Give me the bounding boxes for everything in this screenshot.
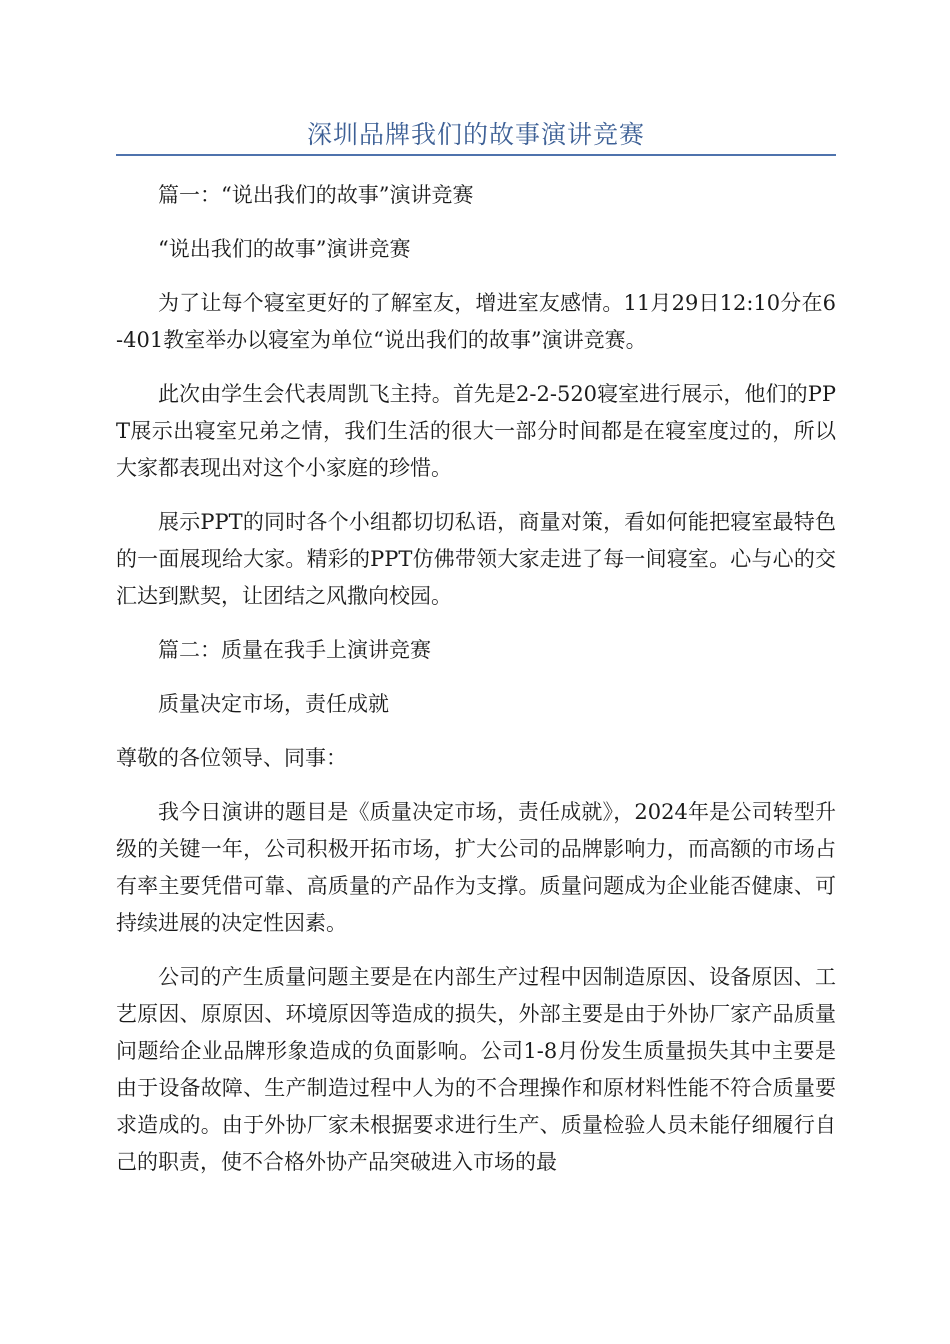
paragraph: 公司的产生质量问题主要是在内部生产过程中因制造原因、设备原因、工艺原因、原原因、环境原因等造成的损失，外部主要是由于外协厂家产品质量问题给企业品牌形象造成的负面影响。公司1-8月份发生质量损失其中主要是由于设备故障、生产制造过程中人为的不合理操作和原材料性能不符合质量要求造成的。由于外协厂家未根据要求进行生产、质量检验人员未能仔细履行自己的职责，使不合格外协产品突破进入市场的最 xyxy=(116,965,836,1174)
document-title: 深圳品牌我们的故事演讲竞赛 xyxy=(306,120,645,149)
paragraph: 篇二：质量在我手上演讲竞赛 xyxy=(158,638,431,662)
paragraph: 我今日演讲的题目是《质量决定市场，责任成就》，2024年是公司转型升级的关键一年，公司积极开拓市场，扩大公司的品牌影响力，而高额的市场占有率主要凭借可靠、高质量的产品作为支撑。质量问题成为企业能否健康、可持续进展的决定性因素。 xyxy=(116,800,836,935)
document-page xyxy=(116,0,836,1198)
paragraph: 此次由学生会代表周凯飞主持。首先是2-2-520寝室进行展示，他们的PPT展示出寝室兄弟之情，我们生活的很大一部分时间都是在寝室度过的，所以大家都表现出对这个小家庭的珍惜。 xyxy=(116,382,836,480)
paragraph: 为了让每个寝室更好的了解室友，增进室友感情。11月29日12:10分在6-401教室举办以寝室为单位“说出我们的故事”演讲竞赛。 xyxy=(116,291,836,352)
title-underline xyxy=(116,154,836,156)
paragraph: 篇一：“说出我们的故事”演讲竞赛 xyxy=(158,183,474,207)
document-body xyxy=(116,177,836,1181)
paragraph: 质量决定市场，责任成就 xyxy=(158,692,389,716)
paragraph-salutation: 尊敬的各位领导、同事： xyxy=(116,746,347,770)
paragraph: “说出我们的故事”演讲竞赛 xyxy=(158,237,411,261)
paragraph: 展示PPT的同时各个小组都切切私语，商量对策，看如何能把寝室最特色的一面展现给大家。精彩的PPT仿佛带领大家走进了每一间寝室。心与心的交汇达到默契，让团结之风撒向校园。 xyxy=(116,510,836,608)
